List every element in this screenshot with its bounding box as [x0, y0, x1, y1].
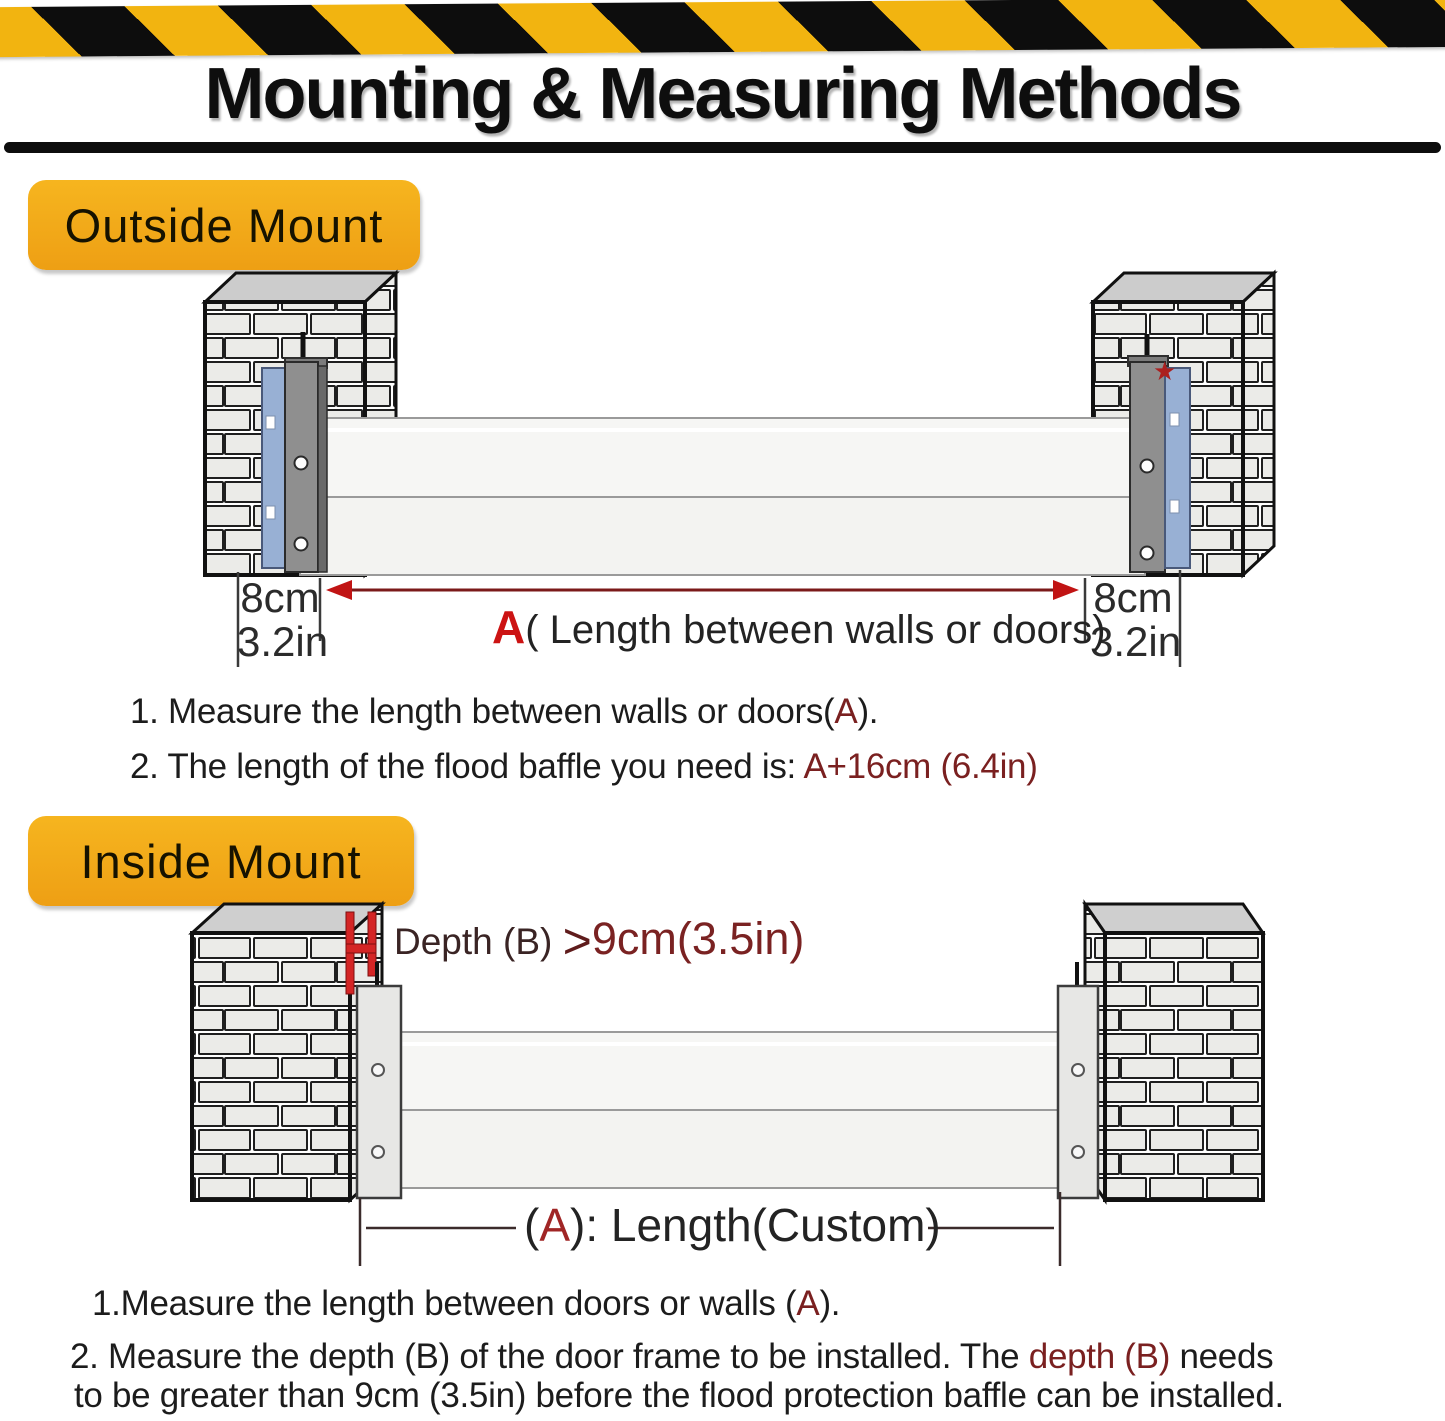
greater-than-sign: >: [562, 913, 592, 969]
inside-step-2-text: 2. Measure the depth (B) of the door frame to be installed. The: [70, 1337, 1029, 1376]
arrowhead-right-icon: [1053, 580, 1079, 600]
screw-hole: [372, 1064, 384, 1076]
outside-step-1-text: 1. Measure the length between walls or doors(: [130, 692, 835, 731]
channel-bracket-right: [1058, 962, 1098, 1198]
span-arrow: [326, 580, 1079, 600]
inside-step-1-text: 1.Measure the length between doors or walls (: [92, 1284, 797, 1323]
arrowhead-left-icon: [326, 580, 352, 600]
screw-hole: [295, 538, 308, 551]
screw-hole: [295, 457, 308, 470]
page-title: Mounting & Measuring Methods: [204, 54, 1241, 134]
inside-step-1-em: A: [796, 1284, 820, 1323]
header-divider-bar: [4, 142, 1441, 153]
inside-mount-badge-label: Inside Mount: [80, 834, 362, 888]
outside-dim-left-cm: 8cm: [240, 574, 320, 621]
outside-mount-badge: [28, 180, 420, 270]
depth-label: Depth (B): [394, 921, 563, 962]
inside-step-2: [70, 1337, 1284, 1415]
inside-step-2-line2: to be greater than 9cm (3.5in) before the flood protection baffle can be installed.: [74, 1376, 1284, 1415]
outside-step-1-end: ).: [857, 692, 879, 731]
depth-annotation: [394, 912, 804, 970]
inside-step-2-em: depth (B): [1028, 1337, 1171, 1376]
outside-dim-left: [237, 574, 329, 665]
screw-hole: [1072, 1064, 1084, 1076]
flood-barrier-panels: [300, 418, 1145, 575]
span-label-text: ( Length between walls or doors): [525, 608, 1106, 652]
inside-mount-badge: [28, 816, 414, 906]
outside-mount-badge-label: Outside Mount: [64, 198, 384, 252]
inside-step-1: [92, 1284, 840, 1324]
outside-step-2-em: A+16cm (6.4in): [803, 747, 1038, 786]
seal-strip-right: [1165, 368, 1190, 568]
flood-barrier-panels: [380, 1032, 1080, 1188]
brick-pillar-right: [1085, 904, 1263, 1200]
inside-dim-a: A: [539, 1199, 571, 1251]
depth-value: 9cm(3.5in): [591, 913, 805, 964]
outside-steps: [130, 692, 1038, 802]
inside-dim-open: (: [524, 1199, 540, 1251]
seal-strip-left: [262, 368, 285, 568]
mounting-bracket-left: [285, 332, 327, 572]
span-label-a: A: [492, 601, 526, 653]
outside-dim-right-cm: 8cm: [1093, 574, 1173, 621]
inside-dim-rest: ): Length(Custom): [570, 1199, 941, 1251]
inside-step-1-end: ).: [819, 1284, 841, 1323]
span-label: [492, 600, 1106, 654]
screw-hole: [1141, 460, 1154, 473]
outside-step-2-text: 2. The length of the flood baffle you need is:: [130, 747, 804, 786]
outside-step-1: [130, 692, 1038, 732]
channel-bracket-left: [357, 962, 401, 1198]
screw-hole: [372, 1146, 384, 1158]
outside-step-1-em: A: [834, 692, 858, 731]
outside-step-2: [130, 747, 1038, 787]
outside-dim-left-in: 3.2in: [237, 618, 329, 665]
star-icon: ★: [1153, 356, 1177, 386]
outside-dim-right-in: 3.2in: [1090, 618, 1182, 665]
screw-hole: [1141, 547, 1154, 560]
inside-step-2-end: needs: [1170, 1337, 1274, 1376]
inside-dim-label: [524, 1198, 941, 1252]
inside-step-2-line1: [70, 1337, 1284, 1376]
screw-hole: [1072, 1146, 1084, 1158]
